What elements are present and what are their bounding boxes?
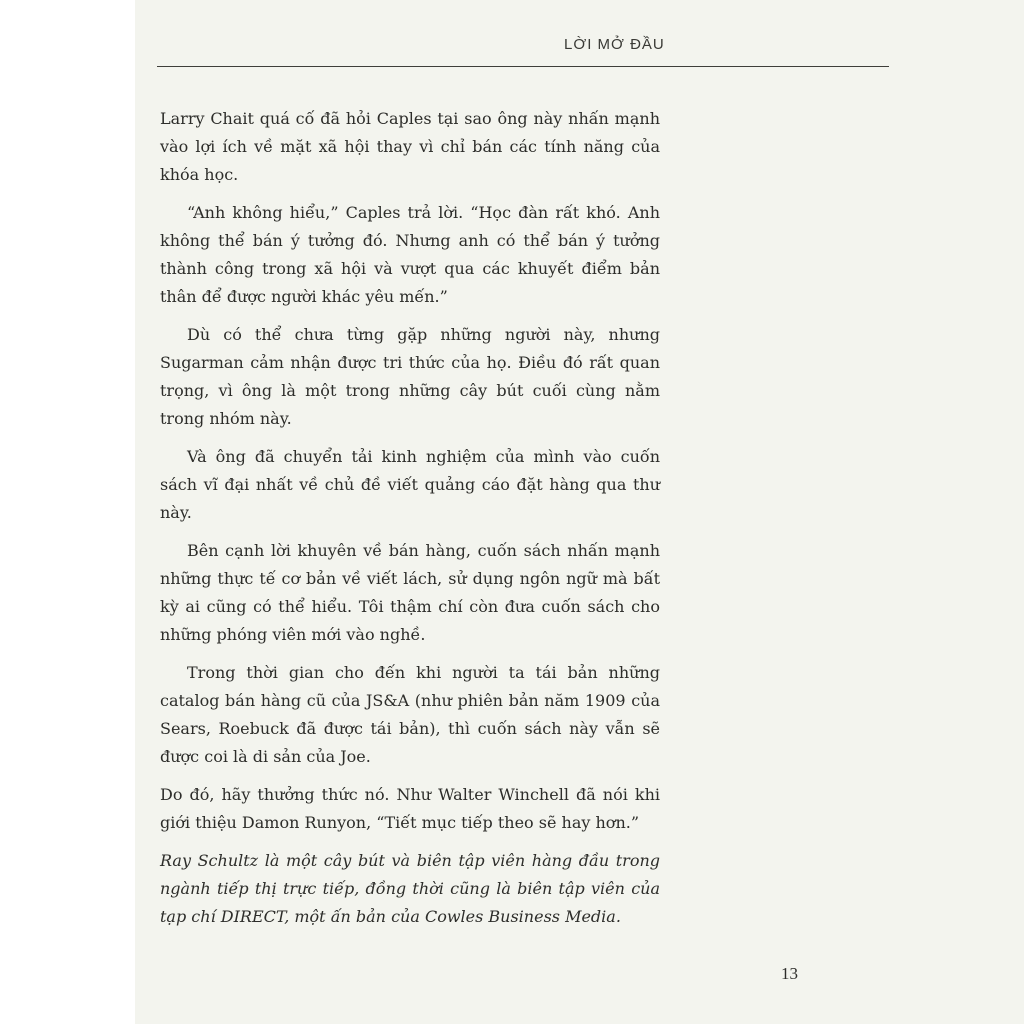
paragraph-3: Dù có thể chưa từng gặp những người này, nhưng Sugarman cảm nhận được tri thức của họ. Điều đó rất quan trọng, vì ông là một trong những cây bút cuối cùng nằm trong nhóm này.: [160, 325, 660, 428]
paragraph-2: “Anh không hiểu,” Caples trả lời. “Học đàn rất khó. Anh không thể bán ý tưởng đó. Nhưng anh có thể bán ý tưởng thành công trong xã hội và vượt qua các khuyết điểm bản thân để được người khác yêu mến.”: [160, 203, 660, 306]
author-note: Ray Schultz là một cây bút và biên tập viên hàng đầu trong ngành tiếp thị trực tiếp, đồng thời cũng là biên tập viên của tạp chí DIRECT, một ấn bản của Cowles Business Media.: [160, 851, 660, 926]
paragraph-6: Trong thời gian cho đến khi người ta tái bản những catalog bán hàng cũ của JS&A (như phiên bản năm 1909 của Sears, Roebuck đã được tái bản), thì cuốn sách này vẫn sẽ được coi là di sản của Joe.: [160, 663, 660, 766]
header-divider: [157, 66, 889, 67]
paragraph-1: Larry Chait quá cố đã hỏi Caples tại sao ông này nhấn mạnh vào lợi ích về mặt xã hội thay vì chỉ bán các tính năng của khóa học.: [160, 109, 660, 184]
page-body: [160, 105, 660, 941]
page-number: 13: [781, 964, 798, 983]
paragraph-5: Bên cạnh lời khuyên về bán hàng, cuốn sách nhấn mạnh những thực tế cơ bản về viết lách, sử dụng ngôn ngữ mà bất kỳ ai cũng có thể hiểu. Tôi thậm chí còn đưa cuốn sách cho những phóng viên mới vào nghề.: [160, 541, 660, 644]
running-header: LỜI MỞ ĐẦU: [564, 36, 665, 53]
paragraph-4: Và ông đã chuyển tải kinh nghiệm của mình vào cuốn sách vĩ đại nhất về chủ đề viết quảng cáo đặt hàng qua thư này.: [160, 447, 660, 522]
paragraph-7: Do đó, hãy thưởng thức nó. Như Walter Winchell đã nói khi giới thiệu Damon Runyon, “Tiết mục tiếp theo sẽ hay hơn.”: [160, 785, 660, 832]
